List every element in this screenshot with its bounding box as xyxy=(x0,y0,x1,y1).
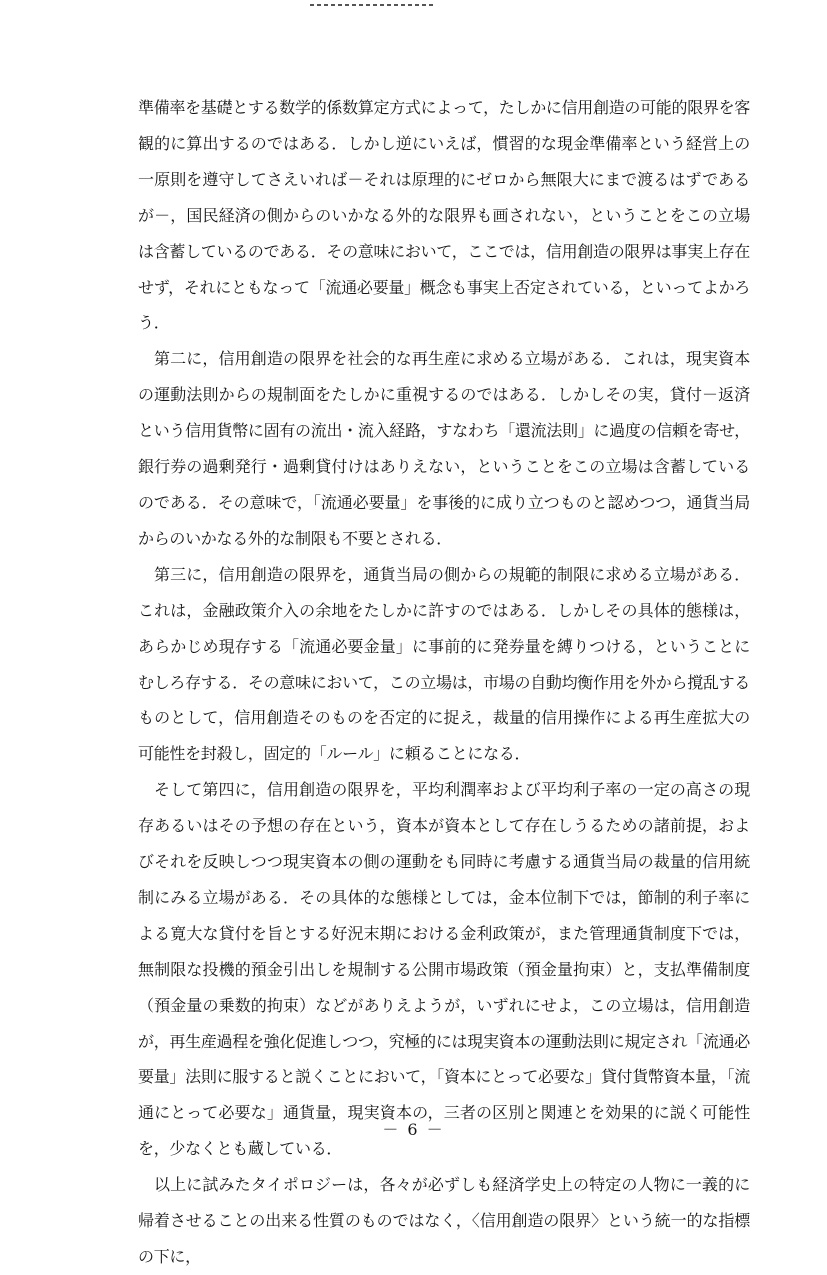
paragraph-3: 第三に，信用創造の限界を，通貨当局の側からの規範的制限に求める立場がある．これは，金融政策介入の余地をたしかに許すのではある．しかしその具体的態様は，あらかじめ現存する「流通必要金量」に事前的に発券量を縛りつける，ということにむしろ存する．その意味において，この立場は，市場の自動均衡作用を外から撹乱するものとして，信用創造そのものを否定的に捉え，裁量的信用操作による再生産拡大の可能性を封殺し，固定的「ルール」に頼ることになる． xyxy=(138,564,750,764)
document-body xyxy=(138,90,750,1275)
paragraph-4: そして第四に，信用創造の限界を，平均利潤率および平均利子率の一定の高さの現存あるいはその予想の存在という，資本が資本として存在しうるための諸前提，およびそれを反映しつつ現実資本の側の運動をも同時に考慮する通貨当局の裁量的信用統制にみる立場がある．その具体的な態様としては，金本位制下では，節制的利子率による寛大な貸付を旨とする好況末期における金利政策が，また管理通貨制度下では，無制限な投機的預金引出しを規制する公開市場政策（預金量拘束）と，支払準備制度（預金量の乗数的拘束）などがありえようが，いずれにせよ，この立場は，信用創造が，再生産過程を強化促進しつつ，究極的には現実資本の運動法則に規定され「流通必要量」法則に服すると説くことにおいて，「資本にとって必要な」貸付貨幣資本量，「流通にとって必要な」通貨量，現実資本の，三者の区別と関連とを効果的に説く可能性を，少なくとも蔵している． xyxy=(138,780,750,1159)
top-scan-mark xyxy=(310,4,435,6)
page-number: － 6 － xyxy=(382,1120,445,1139)
paragraph-2: 第二に，信用創造の限界を社会的な再生産に求める立場がある．これは，現実資本の運動法則からの規制面をたしかに重視するのではある．しかしその実，貸付－返済という信用貨幣に固有の流出・流入経路，すなわち「還流法則」に過度の信頼を寄せ，銀行券の過剰発行・過剰貸付けはありえない，ということをこの立場は含蓄しているのである．その意味で，「流通必要量」を事後的に成り立つものと認めつつ，通貨当局からのいかなる外的な制限も不要とされる． xyxy=(138,349,750,548)
paragraph-1: 準備率を基礎とする数学的係数算定方式によって，たしかに信用創造の可能的限界を客観的に算出するのではある．しかし逆にいえば，慣習的な現金準備率という経営上の一原則を遵守してさえいれば－それは原理的にゼロから無限大にまで渡るはずであるが－，国民経済の側からのいかなる外的な限界も画されない，ということをこの立場は含蓄しているのである．その意味において，ここでは，信用創造の限界は事実上存在せず，それにともなって「流通必要量」概念も事実上否定されている，といってよかろう． xyxy=(138,98,750,333)
paragraph-5: 以上に試みたタイポロジーは，各々が必ずしも経済学史上の特定の人物に一義的に帰着させることの出来る性質のものではなく，〈信用創造の限界〉という統一的な指標の下に， xyxy=(138,1175,750,1266)
